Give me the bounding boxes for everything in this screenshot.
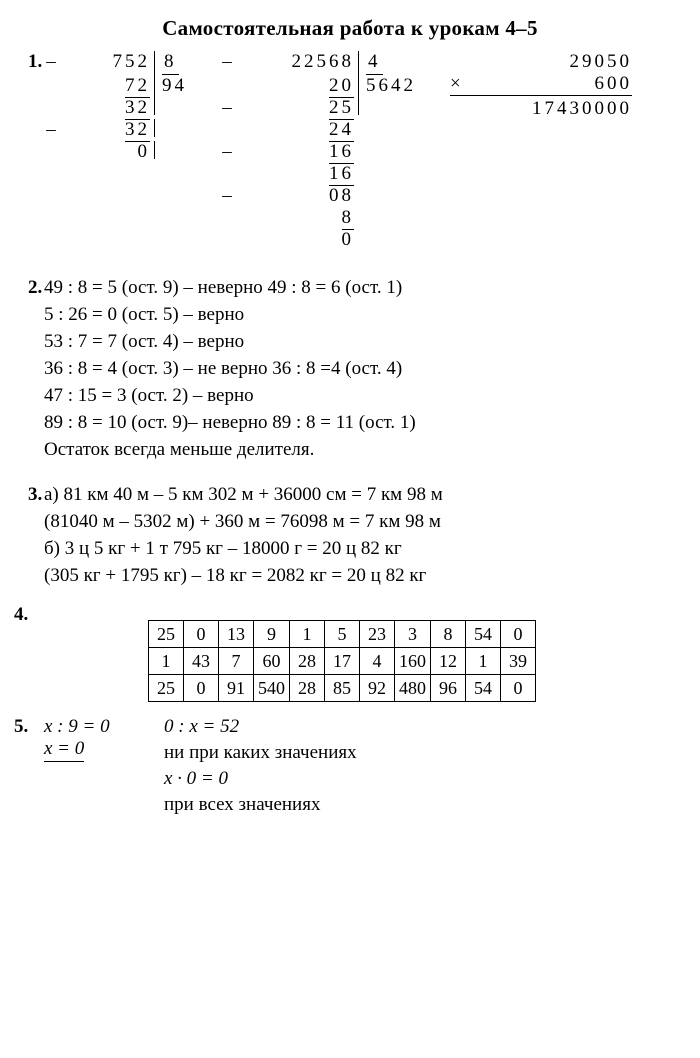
task-3-line: (305 кг + 1795 кг) – 18 кг = 2082 кг = 20 ц 82 кг bbox=[44, 565, 427, 586]
task-5-label: 5. bbox=[14, 716, 29, 737]
table-cell: 12 bbox=[431, 648, 466, 675]
task-2-line: 49 : 8 = 5 (ост. 9) – неверно 49 : 8 = 6 (ост. 1) bbox=[44, 277, 403, 298]
task-2-line: 36 : 8 = 4 (ост. 3) – не верно 36 : 8 =4 (ост. 4) bbox=[44, 358, 403, 379]
quotient-2: 5642 bbox=[366, 75, 416, 96]
page-title: Самостоятельная работа к урокам 4–5 bbox=[162, 16, 538, 40]
task-5-column-1 bbox=[44, 716, 164, 820]
divisor-1-wrap bbox=[154, 51, 179, 75]
multiplication-factor1-row bbox=[450, 51, 632, 73]
division-2-remainder: 0 bbox=[341, 229, 354, 250]
multiplication-factor2: 600 bbox=[594, 73, 632, 94]
column-multiplication bbox=[450, 51, 632, 120]
table-cell: 25 bbox=[149, 621, 184, 648]
task-2-line: Остаток всегда меньше делителя. bbox=[44, 439, 315, 460]
task-2-line: 53 : 7 = 7 (ост. 4) – верно bbox=[44, 331, 245, 352]
division-2-step-1 bbox=[234, 75, 354, 97]
multiply-sign: × bbox=[450, 73, 464, 94]
division-1-remainder: 0 bbox=[137, 141, 150, 162]
step-value: 20 bbox=[329, 75, 354, 96]
task-2-line: 47 : 15 = 3 (ост. 2) – верно bbox=[44, 385, 254, 406]
long-division-2 bbox=[220, 51, 416, 251]
table-cell: 39 bbox=[501, 648, 536, 675]
divisor-2: 4 bbox=[366, 51, 383, 75]
table-cell: 92 bbox=[360, 675, 395, 702]
table-cell: 25 bbox=[149, 675, 184, 702]
table-cell: 1 bbox=[466, 648, 501, 675]
task-3-body bbox=[44, 484, 700, 592]
step-value: 72 bbox=[125, 75, 150, 96]
table-cell: 17 bbox=[325, 648, 360, 675]
division-1-step-1 bbox=[58, 75, 150, 97]
step-value: 24 bbox=[329, 119, 354, 140]
dividend-1: 752 bbox=[112, 51, 150, 72]
minus-sign: – bbox=[222, 185, 232, 206]
table-cell: 9 bbox=[254, 621, 290, 648]
task-2 bbox=[0, 277, 700, 466]
table-cell: 0 bbox=[184, 621, 219, 648]
task-4-label: 4. bbox=[14, 604, 29, 625]
step-value: 8 bbox=[341, 207, 354, 228]
multiplication-product-row bbox=[450, 95, 632, 120]
task-5-answer: x = 0 bbox=[44, 738, 84, 762]
task-5-equation: x : 9 = 0 bbox=[44, 716, 110, 737]
table-cell: 480 bbox=[395, 675, 431, 702]
task-3-line: б) 3 ц 5 кг + 1 т 795 кг – 18000 г = 20 ц 82 кг bbox=[44, 538, 402, 559]
step-value: 16 bbox=[329, 163, 354, 184]
minus-sign: – bbox=[222, 97, 232, 118]
task-5-line: при всех значениях bbox=[164, 794, 321, 815]
division-2-step-3 bbox=[234, 119, 354, 141]
table-cell: 8 bbox=[431, 621, 466, 648]
table-row bbox=[149, 648, 536, 675]
task-3-line: а) 81 км 40 м – 5 км 302 м + 36000 см = 7 км 98 м bbox=[44, 484, 443, 505]
table-cell: 0 bbox=[184, 675, 219, 702]
multiplication-factor2-row bbox=[450, 73, 632, 95]
minus-sign: – bbox=[46, 119, 56, 140]
multiplication-product: 17430000 bbox=[532, 98, 632, 119]
divisor-1: 8 bbox=[162, 51, 179, 75]
table-cell: 1 bbox=[290, 621, 325, 648]
division-2-step-2 bbox=[234, 97, 354, 119]
task-5-column-2 bbox=[164, 716, 357, 820]
task-3-line: (81040 м – 5302 м) + 360 м = 76098 м = 7 км 98 м bbox=[44, 511, 441, 532]
task-1-label: 1. bbox=[28, 51, 43, 72]
division-2-step-4 bbox=[234, 141, 354, 163]
division-2-step-7 bbox=[234, 207, 354, 229]
step-value: 32 bbox=[125, 119, 150, 140]
divisor-2-wrap bbox=[358, 51, 383, 75]
table-cell: 1 bbox=[149, 648, 184, 675]
table-cell: 160 bbox=[395, 648, 431, 675]
task-5 bbox=[0, 716, 700, 820]
task-3-label: 3. bbox=[28, 484, 43, 505]
table-cell: 0 bbox=[501, 621, 536, 648]
table-cell: 60 bbox=[254, 648, 290, 675]
step-value: 32 bbox=[125, 97, 150, 118]
table-cell: 28 bbox=[290, 648, 325, 675]
table-cell: 540 bbox=[254, 675, 290, 702]
division-1-step-2 bbox=[58, 97, 150, 119]
table-cell: 5 bbox=[325, 621, 360, 648]
table-cell: 13 bbox=[219, 621, 254, 648]
table-cell: 3 bbox=[395, 621, 431, 648]
task-3 bbox=[0, 484, 700, 592]
table-cell: 23 bbox=[360, 621, 395, 648]
minus-sign: – bbox=[222, 141, 232, 162]
dividend-2: 22568 bbox=[291, 51, 354, 72]
task-2-label: 2. bbox=[28, 277, 43, 298]
quotient-2-wrap bbox=[358, 75, 416, 97]
task-4-table bbox=[148, 620, 536, 702]
table-row bbox=[149, 675, 536, 702]
table-cell: 43 bbox=[184, 648, 219, 675]
table-cell: 4 bbox=[360, 648, 395, 675]
task-5-line: ни при каких значениях bbox=[164, 742, 357, 763]
table-cell: 91 bbox=[219, 675, 254, 702]
table-cell: 96 bbox=[431, 675, 466, 702]
task-5-line: x · 0 = 0 bbox=[164, 768, 229, 789]
step-value: 25 bbox=[329, 97, 354, 118]
step-value: 16 bbox=[329, 141, 354, 162]
long-division-1 bbox=[44, 51, 190, 163]
minus-sign: – bbox=[46, 51, 56, 72]
step-value: 08 bbox=[329, 185, 354, 206]
division-1-step-3 bbox=[58, 119, 150, 141]
multiplication-factor1: 29050 bbox=[569, 51, 632, 72]
division-2-step-6 bbox=[234, 185, 354, 207]
quotient-1: 94 bbox=[162, 75, 187, 96]
worksheet-page bbox=[0, 16, 700, 1058]
spacer bbox=[450, 98, 472, 120]
task-2-line: 89 : 8 = 10 (ост. 9)– неверно 89 : 8 = 11 (ост. 1) bbox=[44, 412, 416, 433]
table-cell: 7 bbox=[219, 648, 254, 675]
task-1 bbox=[0, 51, 700, 251]
table-cell: 85 bbox=[325, 675, 360, 702]
table-cell: 54 bbox=[466, 675, 501, 702]
table-cell: 28 bbox=[290, 675, 325, 702]
division-2-step-5 bbox=[234, 163, 354, 185]
task-5-line: 0 : x = 52 bbox=[164, 716, 240, 737]
quotient-1-wrap bbox=[154, 75, 187, 97]
spacer bbox=[450, 51, 472, 73]
table-row bbox=[149, 621, 536, 648]
table-cell: 54 bbox=[466, 621, 501, 648]
task-2-line: 5 : 26 = 0 (ост. 5) – верно bbox=[44, 304, 245, 325]
table-cell: 0 bbox=[501, 675, 536, 702]
minus-sign: – bbox=[222, 51, 232, 72]
task-2-body bbox=[44, 277, 700, 466]
task-4 bbox=[0, 604, 700, 702]
